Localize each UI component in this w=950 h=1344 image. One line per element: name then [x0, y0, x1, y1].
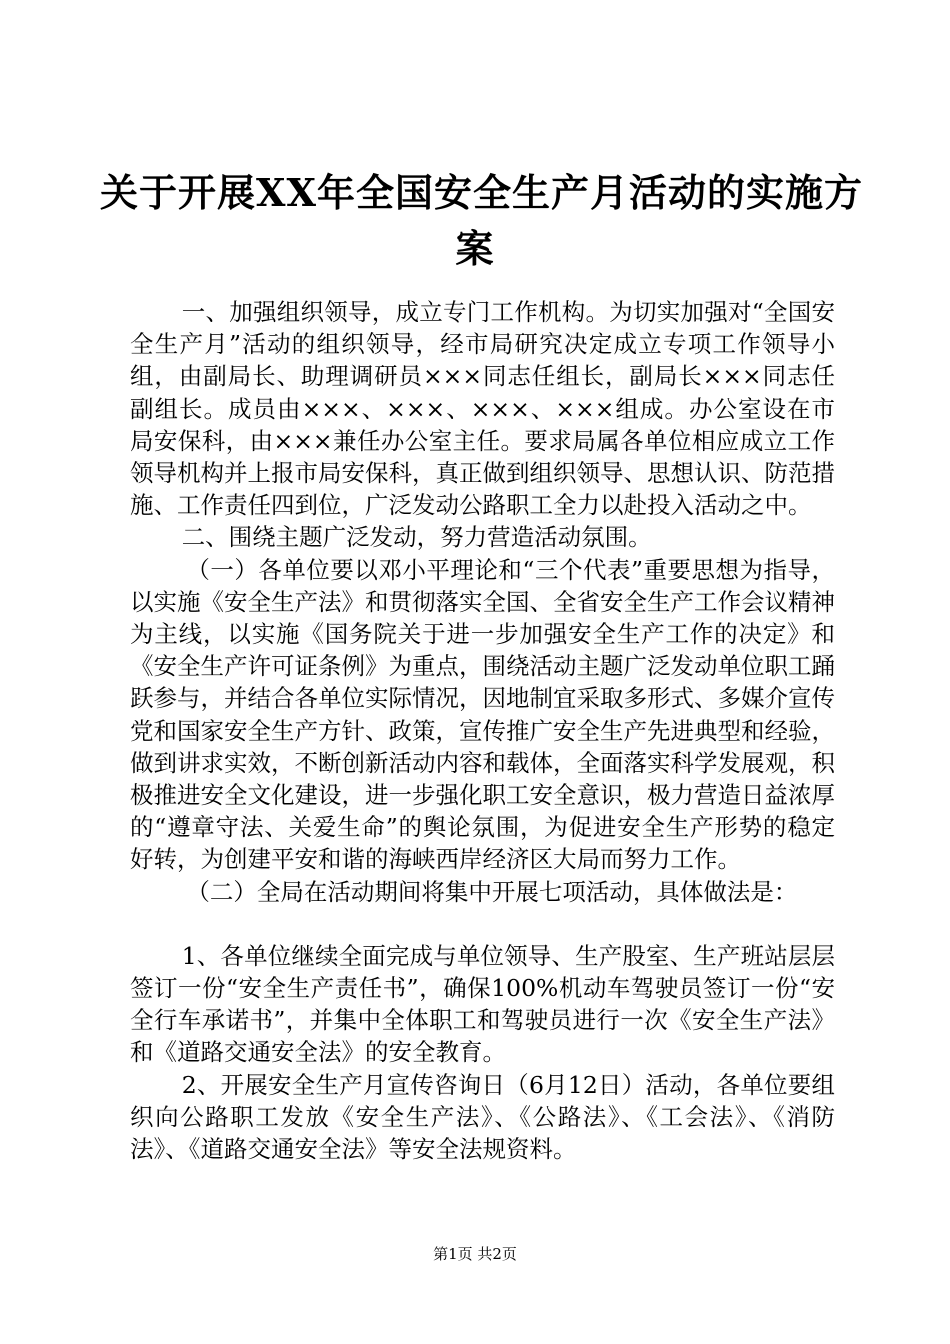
- document-body: [130, 296, 835, 1165]
- paragraph-item-2: 2、开展安全生产月宣传咨询日（6月12日）活动，各单位要组织向公路职工发放《安全生产法》、《公路法》、《工会法》、《消防法》、《道路交通安全法》等安全法规资料。: [130, 1070, 835, 1164]
- document-title-line-1: 关于开展XX年全国安全生产月活动的实施方: [100, 170, 863, 215]
- page-footer: 第1页 共2页: [433, 1245, 517, 1263]
- paragraph-item-1: 1、各单位继续全面完成与单位领导、生产股室、生产班站层层签订一份“安全生产责任书”，确保100%机动车驾驶员签订一份“安全行车承诺书”，并集中全体职工和驾驶员进行一次《安全生产法》和《道路交通安全法》的安全教育。: [130, 941, 835, 1067]
- paragraph-subsection-2: （二）全局在活动期间将集中开展七项活动，具体做法是：: [186, 877, 798, 906]
- document-title-line-2: 案: [455, 226, 495, 271]
- paragraph-subsection-1: （一）各单位要以邓小平理论和“三个代表”重要思想为指导，以实施《安全生产法》和贯彻落实全国、全省安全生产工作会议精神为主线，以实施《国务院关于进一步加强安全生产工作的决定》和《安全生产许可证条例》为重点，围绕活动主题广泛发动单位职工踊跃参与，并结合各单位实际情况，因地制宜采取多形式、多媒介宣传党和国家安全生产方针、政策，宣传推广安全生产先进典型和经验，做到讲求实效，不断创新活动内容和载体，全面落实科学发展观，积极推进安全文化建设，进一步强化职工安全意识，极力营造日益浓厚的“遵章守法、关爱生命”的舆论氛围，为促进安全生产形势的稳定好转，为创建平安和谐的海峡西岸经济区大局而努力工作。: [130, 555, 835, 874]
- paragraph-section-2-heading: 二、围绕主题广泛发动，努力营造活动氛围。: [181, 523, 652, 552]
- paragraph-section-1: 一、加强组织领导，成立专门工作机构。为切实加强对“全国安全生产月”活动的组织领导，经市局研究决定成立专项工作领导小组，由副局长、助理调研员×××同志任组长，副局长×××同志任副组长。成员由×××、×××、×××、×××组成。办公室设在市局安保科，由×××兼任办公室主任。要求局属各单位相应成立工作领导机构并上报市局安保科，真正做到组织领导、思想认识、防范措施、工作责任四到位，广泛发动公路职工全力以赴投入活动之中。: [130, 298, 835, 520]
